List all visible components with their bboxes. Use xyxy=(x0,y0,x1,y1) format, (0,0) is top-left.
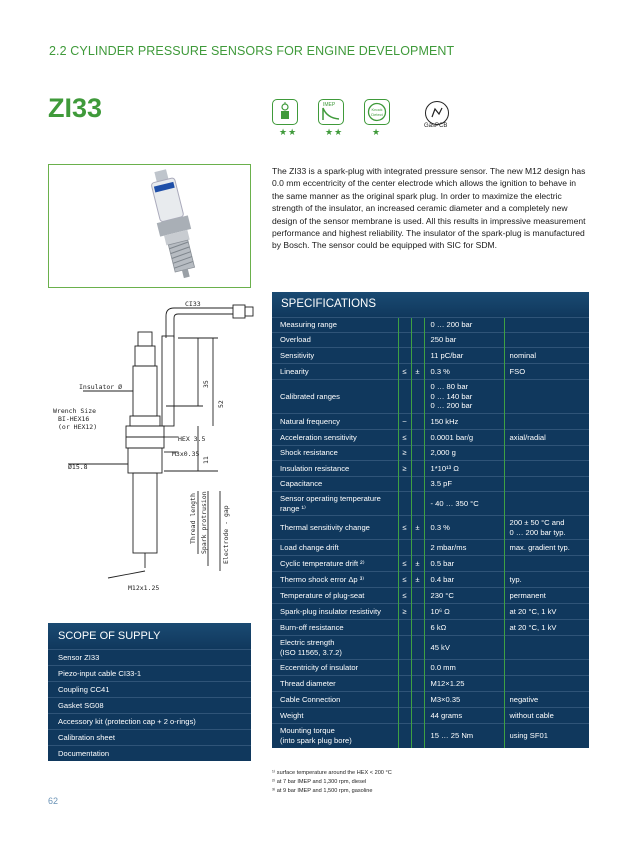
spec-note xyxy=(504,660,589,676)
spec-row xyxy=(272,430,589,446)
scope-item: Accessory kit (protection cap + 2 o-rings) xyxy=(48,713,251,729)
spec-name: Shock resistance xyxy=(272,446,398,461)
spec-row xyxy=(272,588,589,604)
spec-note: at 20 °C, 1 kV xyxy=(504,620,589,636)
spec-name: Measuring range xyxy=(272,318,398,333)
spec-tolerance xyxy=(411,588,424,604)
spec-name: Calibrated ranges xyxy=(272,380,398,414)
spec-symbol: ~ xyxy=(398,414,411,430)
spec-name: Temperature of plug-seat xyxy=(272,588,398,604)
scope-list xyxy=(48,649,251,761)
spec-value: 11 pC/bar xyxy=(424,348,504,364)
spec-symbol: ≤ xyxy=(398,556,411,572)
specifications-table xyxy=(272,317,589,748)
scope-item: Sensor ZI33 xyxy=(48,649,251,665)
spec-tolerance xyxy=(411,318,424,333)
label-m12: M12x1.25 xyxy=(128,584,160,592)
knock-label: Knock Detect xyxy=(371,107,383,117)
spec-row xyxy=(272,556,589,572)
page-number: 62 xyxy=(48,796,59,806)
spec-name: Electric strength (ISO 11565, 3.7.2) xyxy=(272,636,398,660)
spec-tolerance xyxy=(411,724,424,748)
spec-tolerance xyxy=(411,708,424,724)
spec-symbol xyxy=(398,333,411,348)
spec-name: Sensitivity xyxy=(272,348,398,364)
spec-row xyxy=(272,380,589,414)
spec-note: FSO xyxy=(504,364,589,380)
gas-pcb-label: GasPCB xyxy=(424,123,448,129)
spec-symbol: ≥ xyxy=(398,604,411,620)
label-spark-protrusion: Spark protrusion xyxy=(200,491,208,554)
spec-tolerance xyxy=(411,660,424,676)
knock-icon xyxy=(364,99,390,125)
label-cable: CI33 xyxy=(185,300,201,308)
spec-name: Sensor operating temperature range ¹⁾ xyxy=(272,492,398,516)
spec-symbol: ≤ xyxy=(398,572,411,588)
product-photo xyxy=(48,164,251,288)
spec-symbol xyxy=(398,724,411,748)
spec-name: Weight xyxy=(272,708,398,724)
spec-value: 230 °C xyxy=(424,588,504,604)
spec-symbol xyxy=(398,318,411,333)
spec-value: 0.4 bar xyxy=(424,572,504,588)
spec-tolerance xyxy=(411,676,424,692)
product-description: The ZI33 is a spark-plug with integrated pressure sensor. The new M12 design has 0.0 mm eccentricity of the center electrode which allows the ignition to behave in the same manner as the original spark plug. In order to maximize the electric strength of the insulator, an increased ceramic diameter and a completely new design of the sensor membrane is used. All this results in impressive measurement performance and highest reliability. The insulator of the spark-plug is manufactured by Bosch. The sensor could be equipped with SIC for SDM. xyxy=(272,166,586,251)
scope-item: Calibration sheet xyxy=(48,729,251,745)
spec-row xyxy=(272,446,589,461)
knock-rating: ★ xyxy=(372,127,382,137)
spec-name: Eccentricity of insulator xyxy=(272,660,398,676)
spec-name: Capacitance xyxy=(272,477,398,492)
spec-row xyxy=(272,676,589,692)
spec-symbol xyxy=(398,676,411,692)
spec-name: Load change drift xyxy=(272,540,398,556)
spec-value: 2 mbar/ms xyxy=(424,540,504,556)
spec-note xyxy=(504,380,589,414)
spec-symbol: ≥ xyxy=(398,461,411,477)
spec-tolerance: ± xyxy=(411,516,424,540)
spec-value: 0.0001 bar/g xyxy=(424,430,504,446)
spec-row xyxy=(272,692,589,708)
spec-value: M12×1.25 xyxy=(424,676,504,692)
spec-name: Thermal sensitivity change xyxy=(272,516,398,540)
spec-note: 200 ± 50 °C and 0 … 200 bar typ. xyxy=(504,516,589,540)
footnote: ²⁾ at 7 bar IMEP and 1,300 rpm, diesel xyxy=(272,778,367,785)
spec-value: 0 … 80 bar 0 … 140 bar 0 … 200 bar xyxy=(424,380,504,414)
spec-tolerance: ± xyxy=(411,572,424,588)
spec-name: Thread diameter xyxy=(272,676,398,692)
spec-symbol xyxy=(398,380,411,414)
spec-row xyxy=(272,620,589,636)
spec-row xyxy=(272,477,589,492)
spec-name: Thermo shock error Δp ³⁾ xyxy=(272,572,398,588)
spec-value: 0.5 bar xyxy=(424,556,504,572)
spec-note xyxy=(504,333,589,348)
footnote: ¹⁾ surface temperature around the HEX < 200 °C xyxy=(272,770,392,776)
spec-row xyxy=(272,333,589,348)
label-wrench-3: (or HEX12) xyxy=(58,423,98,431)
spec-value: 0.3 % xyxy=(424,364,504,380)
spec-row xyxy=(272,572,589,588)
spec-name: Burn-off resistance xyxy=(272,620,398,636)
label-wrench-1: Wrench Size xyxy=(53,407,97,415)
footnotes xyxy=(272,769,392,795)
spec-row xyxy=(272,660,589,676)
specifications-title: SPECIFICATIONS xyxy=(272,292,589,317)
spec-tolerance: ± xyxy=(411,364,424,380)
spec-note: typ. xyxy=(504,572,589,588)
imep-rating: ★★ xyxy=(325,127,344,137)
spec-name: Acceleration sensitivity xyxy=(272,430,398,446)
spec-value: 0 … 200 bar xyxy=(424,318,504,333)
label-dim-11: 11 xyxy=(202,456,210,464)
spec-name: Spark-plug insulator resistivity xyxy=(272,604,398,620)
spec-note: max. gradient typ. xyxy=(504,540,589,556)
spec-value: 10⁶ Ω xyxy=(424,604,504,620)
spec-row xyxy=(272,724,589,748)
spec-note xyxy=(504,676,589,692)
product-title: ZI33 xyxy=(48,93,103,123)
spec-row xyxy=(272,540,589,556)
label-dim-52: 52 xyxy=(217,400,225,408)
spec-note: without cable xyxy=(504,708,589,724)
spec-value: 0.0 mm xyxy=(424,660,504,676)
spec-tolerance xyxy=(411,430,424,446)
spec-name: Cable Connection xyxy=(272,692,398,708)
spec-symbol xyxy=(398,348,411,364)
spec-tolerance xyxy=(411,333,424,348)
spec-value: - 40 … 350 °C xyxy=(424,492,504,516)
spec-name: Linearity xyxy=(272,364,398,380)
scope-title: SCOPE OF SUPPLY xyxy=(48,623,251,649)
spec-tolerance xyxy=(411,477,424,492)
spec-note: nominal xyxy=(504,348,589,364)
spec-note: negative xyxy=(504,692,589,708)
spec-value: M3×0.35 xyxy=(424,692,504,708)
spec-tolerance xyxy=(411,380,424,414)
spec-row xyxy=(272,636,589,660)
spec-note xyxy=(504,477,589,492)
technical-drawing xyxy=(48,296,258,596)
spec-value: 150 kHz xyxy=(424,414,504,430)
spec-symbol: ≤ xyxy=(398,516,411,540)
spec-name: Insulation resistance xyxy=(272,461,398,477)
spec-value: 3.5 pF xyxy=(424,477,504,492)
spec-value: 15 … 25 Nm xyxy=(424,724,504,748)
spec-symbol xyxy=(398,540,411,556)
spec-name: Cyclic temperature drift ²⁾ xyxy=(272,556,398,572)
footnote: ³⁾ at 9 bar IMEP and 1,500 rpm, gasoline xyxy=(272,787,373,794)
spec-name: Natural frequency xyxy=(272,414,398,430)
spec-name: Mounting torque (into spark plug bore) xyxy=(272,724,398,748)
specifications-panel xyxy=(272,292,589,748)
spec-row xyxy=(272,604,589,620)
spec-value: 250 bar xyxy=(424,333,504,348)
label-electrode-gap: Electrode - gap xyxy=(222,505,230,564)
label-thread-length: Thread length xyxy=(189,493,197,544)
spec-note: permanent xyxy=(504,588,589,604)
spec-note xyxy=(504,318,589,333)
spec-symbol xyxy=(398,477,411,492)
label-diameter: Ø15.8 xyxy=(68,463,88,471)
imep-label: IMEP xyxy=(323,102,336,108)
spec-symbol xyxy=(398,708,411,724)
spec-symbol xyxy=(398,692,411,708)
spec-note: at 20 °C, 1 kV xyxy=(504,604,589,620)
spec-tolerance xyxy=(411,604,424,620)
spec-row xyxy=(272,492,589,516)
scope-of-supply-panel xyxy=(48,623,251,761)
spec-tolerance xyxy=(411,692,424,708)
spec-symbol: ≤ xyxy=(398,588,411,604)
spec-row xyxy=(272,461,589,477)
spec-note xyxy=(504,556,589,572)
spec-note: using SF01 xyxy=(504,724,589,748)
spec-row xyxy=(272,348,589,364)
spec-name: Overload xyxy=(272,333,398,348)
spec-tolerance xyxy=(411,636,424,660)
spec-value: 6 kΩ xyxy=(424,620,504,636)
thermodynamics-rating: ★★ xyxy=(279,127,298,137)
scope-item: Coupling CC41 xyxy=(48,681,251,697)
scope-item: Piezo-input cable CI33-1 xyxy=(48,665,251,681)
spec-symbol xyxy=(398,636,411,660)
spec-note xyxy=(504,414,589,430)
spec-symbol: ≤ xyxy=(398,430,411,446)
spec-note xyxy=(504,446,589,461)
spec-row xyxy=(272,516,589,540)
spec-symbol xyxy=(398,620,411,636)
gas-pcb-icon xyxy=(425,101,449,125)
spec-tolerance xyxy=(411,414,424,430)
imep-icon xyxy=(318,99,344,125)
spec-symbol xyxy=(398,492,411,516)
spec-tolerance xyxy=(411,492,424,516)
spec-row xyxy=(272,318,589,333)
label-m3: M3x0.35 xyxy=(172,450,200,458)
spec-note: axial/radial xyxy=(504,430,589,446)
scope-item: Gasket SG08 xyxy=(48,697,251,713)
spec-value: 2,000 g xyxy=(424,446,504,461)
spec-symbol: ≤ xyxy=(398,364,411,380)
spec-tolerance xyxy=(411,461,424,477)
spec-row xyxy=(272,414,589,430)
spec-note xyxy=(504,492,589,516)
spec-tolerance xyxy=(411,446,424,461)
spec-row xyxy=(272,708,589,724)
spec-symbol: ≥ xyxy=(398,446,411,461)
label-dim-35: 35 xyxy=(202,380,210,388)
scope-item: Documentation xyxy=(48,745,251,761)
spec-tolerance xyxy=(411,620,424,636)
spec-note xyxy=(504,636,589,660)
spec-value: 44 grams xyxy=(424,708,504,724)
spec-symbol xyxy=(398,660,411,676)
label-hex: HEX 3.5 xyxy=(178,435,206,443)
spec-row xyxy=(272,364,589,380)
spec-note xyxy=(504,461,589,477)
spec-value: 1*10¹³ Ω xyxy=(424,461,504,477)
spec-tolerance: ± xyxy=(411,556,424,572)
section-heading: 2.2 CYLINDER PRESSURE SENSORS FOR ENGINE DEVELOPMENT xyxy=(49,44,455,58)
spec-value: 0.3 % xyxy=(424,516,504,540)
label-wrench-2: BI-HEX16 xyxy=(58,415,90,423)
spec-tolerance xyxy=(411,540,424,556)
thermodynamics-icon xyxy=(272,99,298,125)
spec-tolerance xyxy=(411,348,424,364)
spec-value: 45 kV xyxy=(424,636,504,660)
label-insulator: Insulator Ø xyxy=(79,383,123,391)
